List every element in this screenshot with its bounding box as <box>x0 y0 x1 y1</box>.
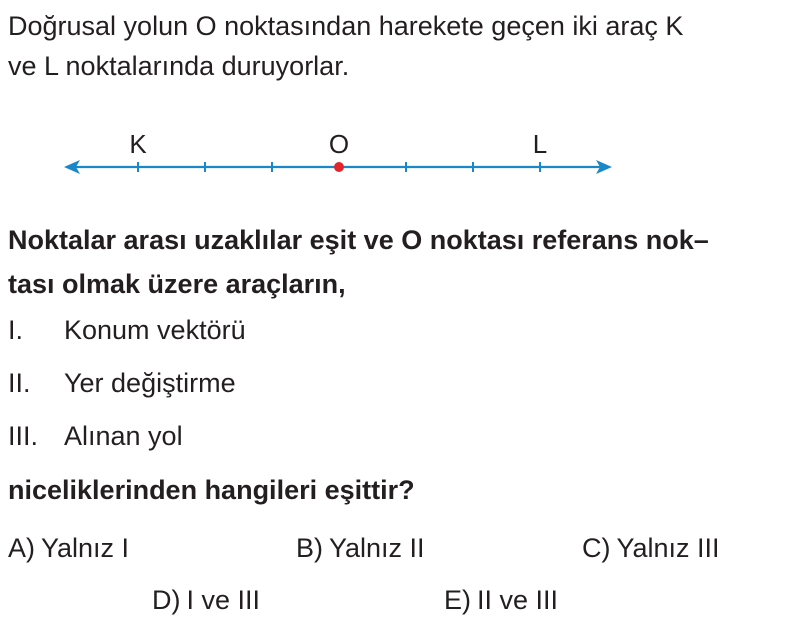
point-label-l: L <box>532 129 548 159</box>
number-line-figure <box>0 120 800 190</box>
point-label-o: O <box>328 129 350 159</box>
intro-line-1: Doğrusal yolun O noktasından harekete geçen iki araç K <box>8 11 684 41</box>
statement-text: Yer değiştirme <box>64 368 236 398</box>
choice-letter: B) <box>296 533 323 563</box>
question-line-2: tası olmak üzere araçların, <box>8 269 346 299</box>
choice-letter: C) <box>582 533 611 563</box>
choice-letter: A) <box>8 533 35 563</box>
origin-point <box>334 162 344 172</box>
choice-letter: E) <box>444 585 471 615</box>
statement-number: II. <box>8 368 31 398</box>
question-line-1: Noktalar arası uzaklılar eşit ve O noktası referans nok– <box>8 225 709 255</box>
statement-number: I. <box>8 315 24 345</box>
choice-b[interactable] <box>296 528 425 568</box>
number-line-svg <box>0 120 800 190</box>
question-stem <box>8 218 792 306</box>
choice-a[interactable] <box>8 528 129 568</box>
statement-number: III. <box>8 421 39 451</box>
statement-item <box>8 361 246 414</box>
statement-text: Alınan yol <box>64 421 183 451</box>
statement-item <box>8 414 246 467</box>
question-closing: niceliklerinden hangileri eşittir? <box>8 475 415 505</box>
choice-text: I ve III <box>186 585 261 615</box>
question-intro <box>8 6 788 86</box>
choice-d[interactable] <box>152 580 260 620</box>
choice-text: Yalnız III <box>616 533 720 563</box>
statement-list <box>8 308 246 467</box>
choice-c[interactable] <box>582 528 720 568</box>
choice-text: Yalnız I <box>41 533 130 563</box>
statement-text: Konum vektörü <box>64 315 246 345</box>
choice-text: II ve III <box>477 585 559 615</box>
intro-line-2: ve L noktalarında duruyorlar. <box>8 51 350 81</box>
choice-text: Yalnız II <box>329 533 425 563</box>
point-label-k: K <box>129 129 147 159</box>
choice-e[interactable] <box>444 580 558 620</box>
choice-letter: D) <box>152 585 181 615</box>
statement-item <box>8 308 246 361</box>
